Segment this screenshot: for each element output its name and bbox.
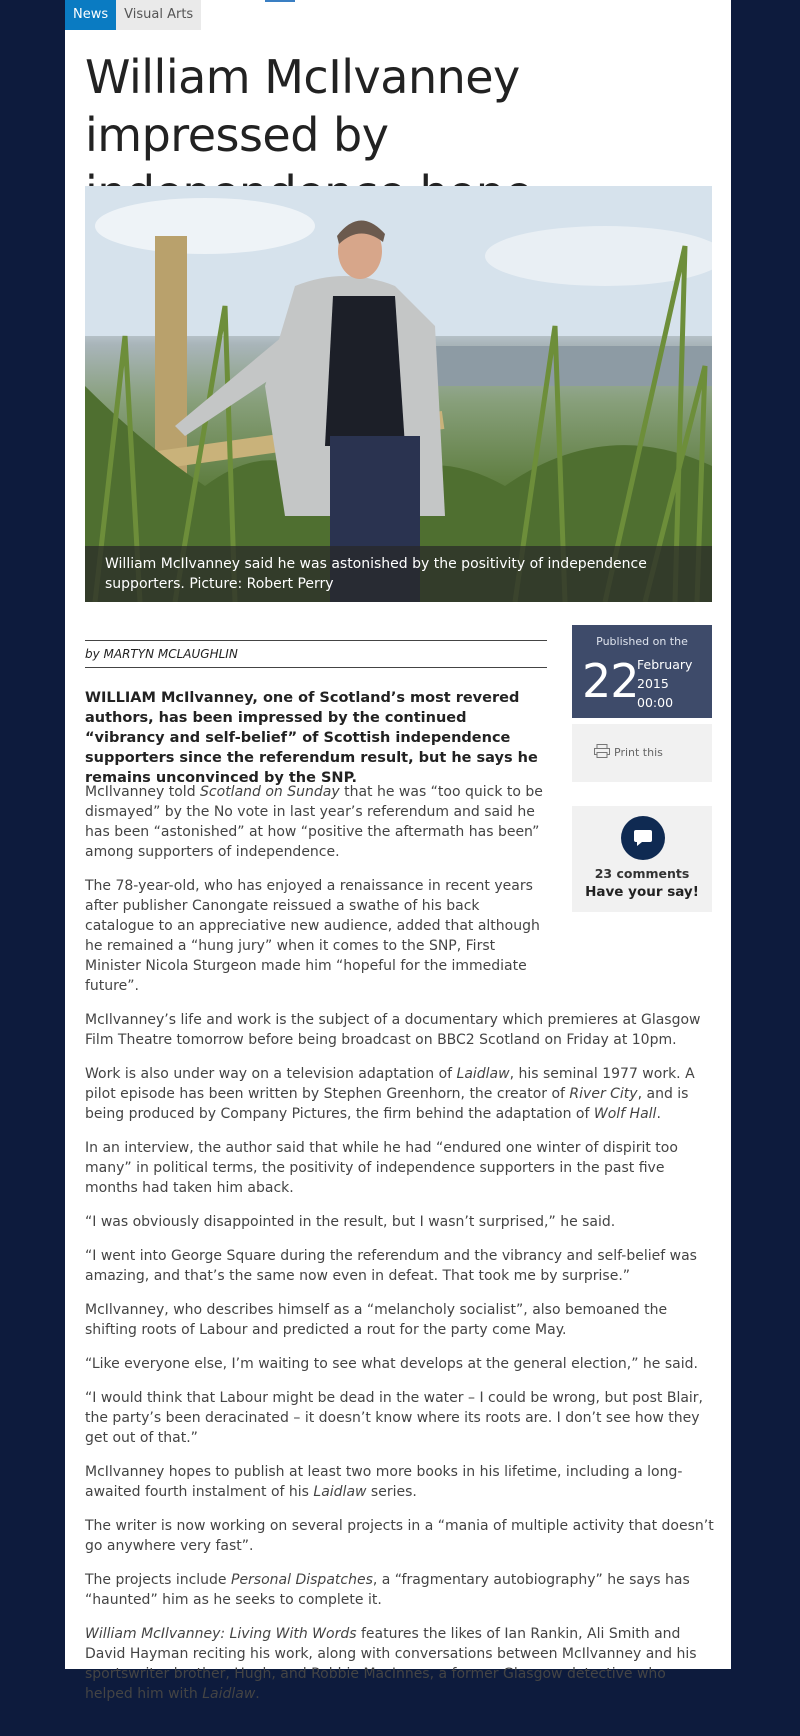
text-italic: William McIlvanney: Living With Words	[85, 1626, 357, 1642]
text: , a “fragmentary autobiography” he says has “haunted” him as he seeks to complete it.	[85, 1572, 690, 1608]
text: that he was “too quick to be dismayed” by the No vote in last year’s referendum and said he has been “astonished” at how “positive the aftermath has been” among supporters of independence.	[85, 784, 543, 860]
paragraph	[85, 782, 545, 862]
byline-rule	[85, 667, 547, 668]
tag-list	[65, 0, 201, 30]
published-time: 00:00	[637, 695, 674, 710]
text-italic: Personal Dispatches	[231, 1572, 373, 1588]
text: .	[656, 1106, 661, 1122]
photo-illustration	[85, 186, 712, 602]
printer-icon	[594, 744, 610, 758]
paragraph: “Like everyone else, I’m waiting to see what develops at the general election,” he said.	[85, 1356, 698, 1372]
published-day: 22	[582, 654, 639, 708]
text: McIlvanney hopes to publish at least two more books in his lifetime, including a long-awaited fourth instalment of his	[85, 1464, 683, 1500]
text: , his seminal 1977 work. A pilot episode has been written by Stephen Greenhorn, the creator of	[85, 1066, 695, 1102]
paragraph: McIlvanney’s life and work is the subject of a documentary which premieres at Glasgow Film Theatre tomorrow before being broadcast on BBC2 Scotland on Friday at 10pm.	[85, 1012, 701, 1048]
paragraph: The writer is now working on several projects in a “mania of multiple activity that doesn’t go anywhere very fast”.	[85, 1518, 714, 1554]
text-italic: Laidlaw	[456, 1066, 510, 1082]
print-label: Print this	[614, 746, 663, 759]
published-label: Published on the	[596, 635, 688, 648]
paragraph: McIlvanney, who describes himself as a “melancholy socialist”, also bemoaned the shifting roots of Labour and predicted a rout for the party come May.	[85, 1302, 668, 1338]
text-italic: Laidlaw	[313, 1484, 367, 1500]
paragraph: In an interview, the author said that while he had “endured one winter of dispirit too many” in political terms, the positivity of independence supporters in the past five months had taken him aback.	[85, 1140, 678, 1196]
text: Work is also under way on a television adaptation of	[85, 1066, 457, 1082]
byline-rule	[85, 640, 547, 641]
text-italic: Wolf Hall	[593, 1106, 657, 1122]
article-photo	[85, 186, 712, 602]
comment-count[interactable]: 23 comments	[594, 866, 690, 881]
paragraph	[85, 1570, 715, 1610]
top-accent-line	[265, 0, 295, 2]
paragraph	[85, 1462, 715, 1502]
text: .	[255, 1686, 260, 1702]
byline: by MARTYN MCLAUGHLIN	[85, 647, 238, 661]
paragraph	[85, 1624, 715, 1704]
have-your-say-link[interactable]: Have your say!	[585, 884, 699, 900]
print-button[interactable]	[572, 724, 712, 782]
paragraph: The 78-year-old, who has enjoyed a renaissance in recent years after publisher Canongate reissued a swathe of his back catalogue to an appreciative new audience, added that although he remained a “hung jury” when it comes to the SNP, First Minister Nicola Sturgeon made him “hopeful for the immediate future”.	[85, 878, 540, 994]
article-body	[85, 782, 715, 1718]
paragraph: “I was obviously disappointed in the result, but I wasn’t surprised,” he said.	[85, 1214, 616, 1230]
article-lead: WILLIAM McIlvanney, one of Scotland’s most revered authors, has been impressed by the continued “vibrancy and self-belief” of Scottish independence supporters since the referendum result, but he says he remains unconvinced by the SNP.	[85, 690, 538, 786]
published-month-year-time	[637, 655, 692, 712]
text-italic: Laidlaw	[202, 1686, 256, 1702]
text: series.	[366, 1484, 417, 1500]
tag-news[interactable]: News	[65, 0, 116, 30]
text: features the likes of Ian Rankin, Ali Smith and David Hayman reciting his work, along with conversations between McIlvanney and his sportswriter brother, Hugh, and Robbie MacInnes, a former Glasgow detective who helped him with	[85, 1626, 697, 1702]
photo-caption: William McIlvanney said he was astonished by the positivity of independence supporters. Picture: Robert Perry	[85, 546, 712, 602]
headline: William McIlvanney impressed by	[85, 50, 520, 162]
published-box	[572, 625, 712, 718]
text: McIlvanney told	[85, 784, 201, 800]
published-month: February	[637, 657, 693, 672]
published-year: 2015	[637, 676, 669, 691]
text: , and is being produced by Company Pictures, the firm behind the adaptation of	[85, 1086, 689, 1122]
paragraph: “I would think that Labour might be dead in the water – I could be wrong, but post Blair, the party’s been deracinated – it doesn’t know where its roots are. I don’t see how they get out of that.”	[85, 1390, 704, 1446]
paragraph	[85, 1064, 715, 1124]
text: The projects include	[85, 1572, 231, 1588]
tag-visual-arts[interactable]: Visual Arts	[116, 0, 201, 30]
article-page	[65, 0, 731, 1702]
paragraph: “I went into George Square during the referendum and the vibrancy and self-belief was amazing, and that’s the same now even in defeat. That took me by surprise.”	[85, 1248, 697, 1284]
text-italic: Scotland on Sunday	[200, 784, 340, 800]
text-italic: River City	[569, 1086, 638, 1102]
